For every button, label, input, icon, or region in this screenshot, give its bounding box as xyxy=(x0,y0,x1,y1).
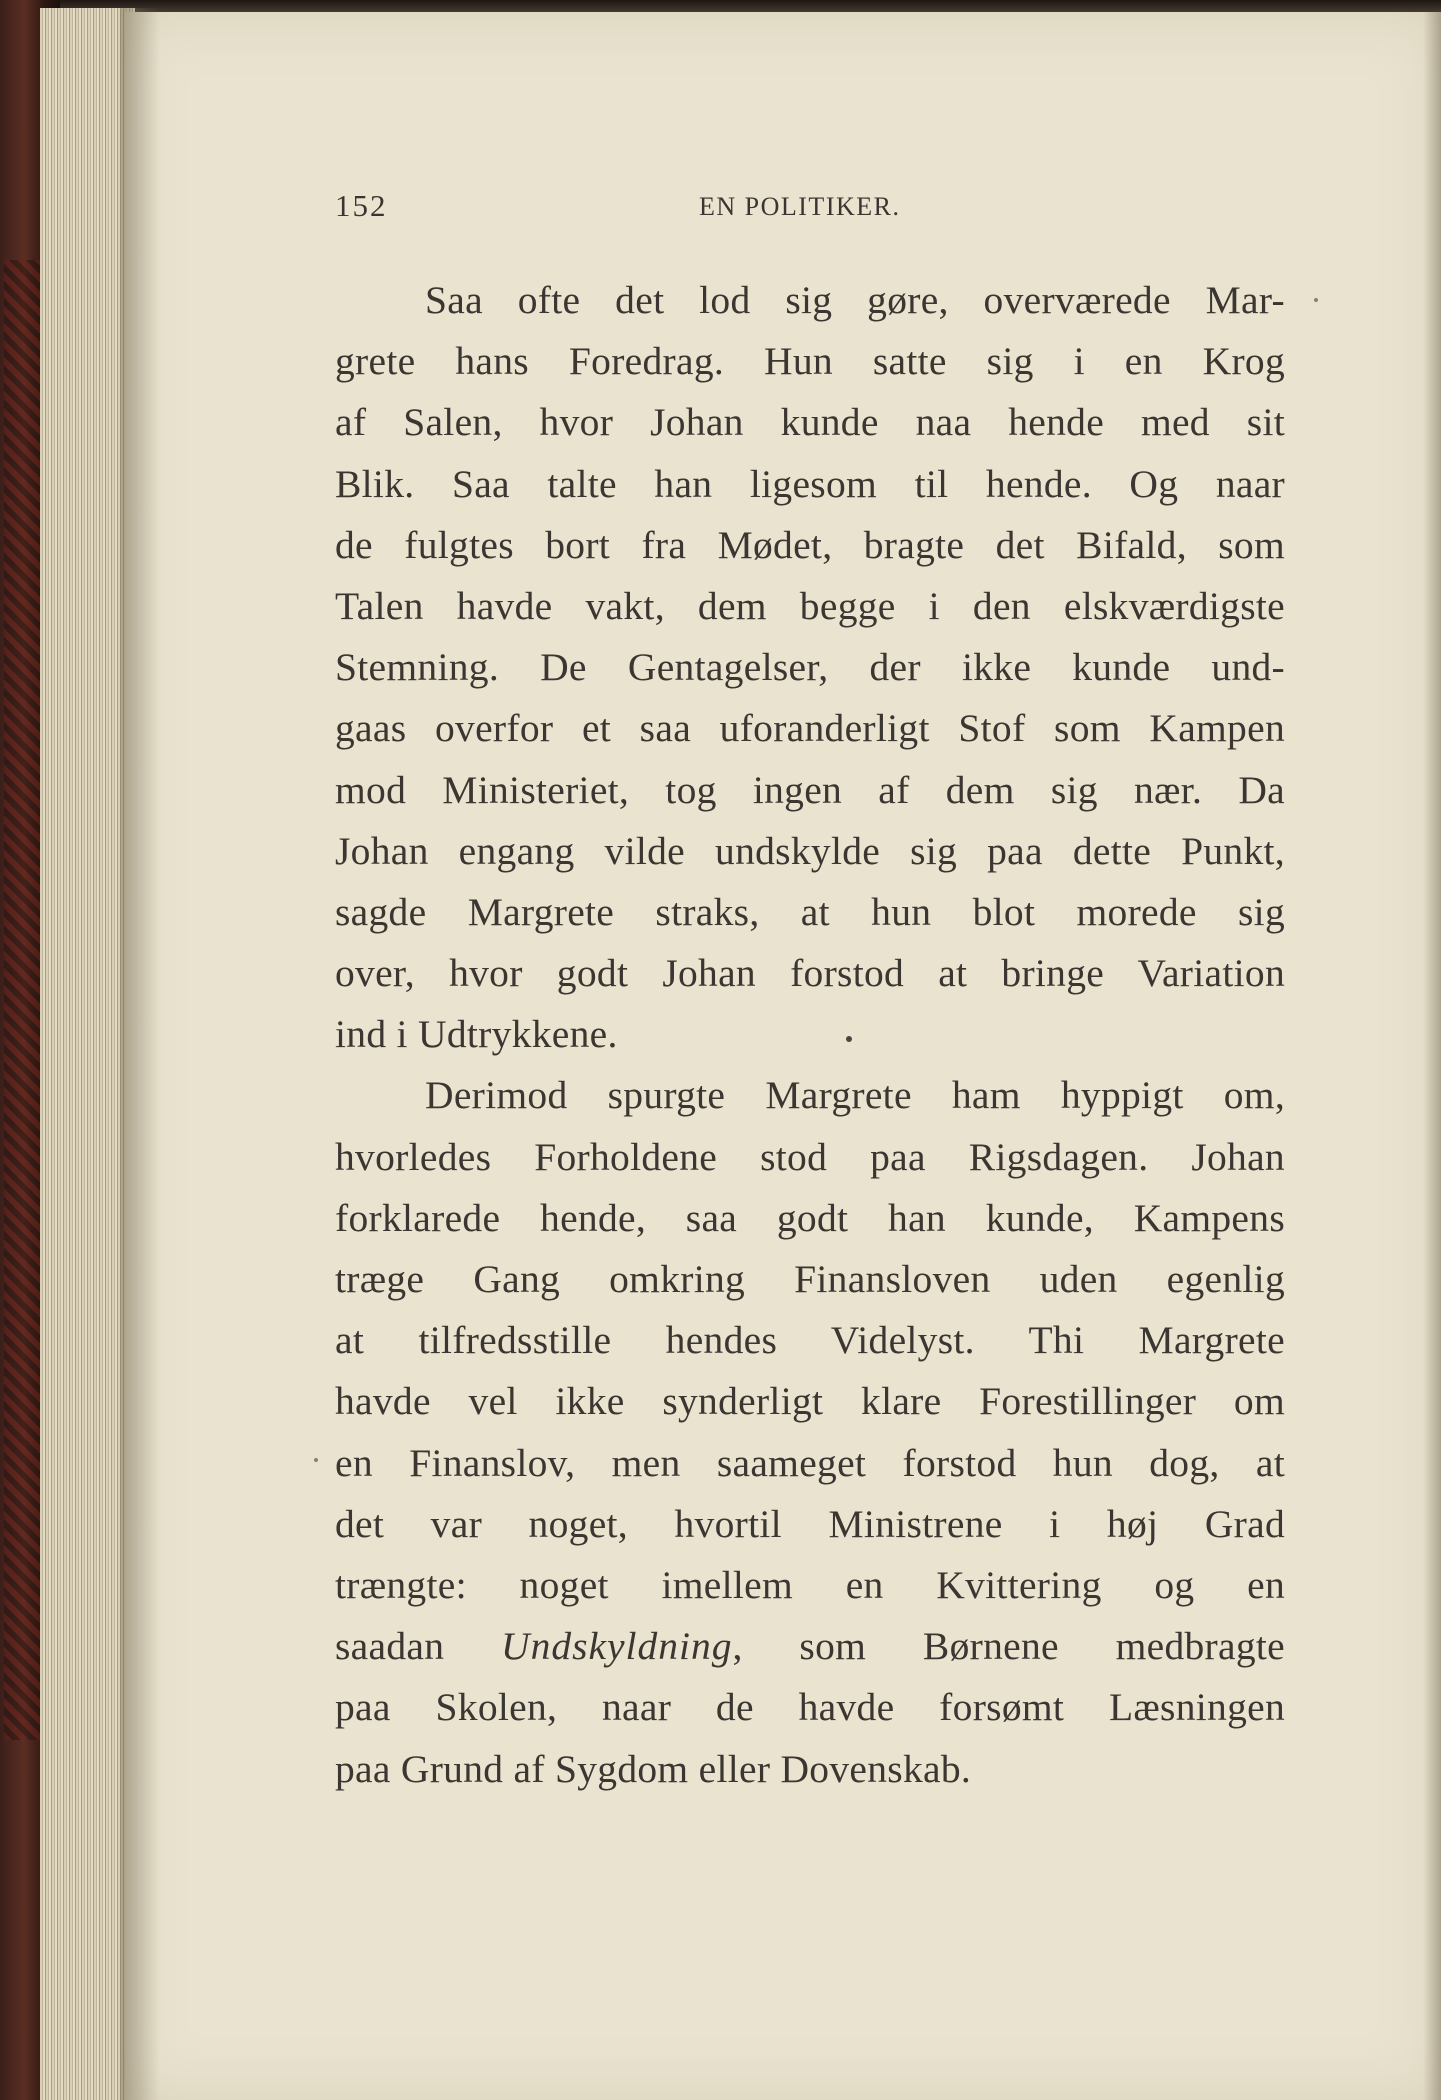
italic-word: Undskyldning xyxy=(501,1624,733,1669)
ink-speck xyxy=(314,1458,318,1462)
body-text xyxy=(335,270,1285,1800)
paragraph-2 xyxy=(335,1065,1285,1799)
text-line: træge Gang omkring Finansloven uden egenlig xyxy=(335,1257,1285,1301)
line-text-after: , som Børnene medbragte xyxy=(732,1624,1285,1669)
text-line: Stemning. De Gentagelser, der ikke kunde und- xyxy=(335,645,1285,690)
running-title: EN POLITIKER. xyxy=(699,192,901,221)
text-line-with-emphasis xyxy=(335,1616,1285,1677)
text-line: sagde Margrete straks, at hun blot morede sig xyxy=(335,889,1285,934)
text-line: paa Grund af Sygdom eller Dovenskab. xyxy=(335,1746,972,1791)
paragraph-1 xyxy=(335,270,1285,1065)
text-line: at tilfredsstille hendes Videlyst. Thi Margrete xyxy=(335,1318,1285,1363)
text-line: af Salen, hvor Johan kunde naa hende med sit xyxy=(335,400,1285,445)
text-line: Saa ofte det lod sig gøre, overværede Mar- xyxy=(425,278,1285,322)
text-line: ind i Udtrykkene. xyxy=(335,1012,618,1057)
text-line: Blik. Saa talte han ligesom til hende. Og naar xyxy=(335,461,1285,506)
ink-speck xyxy=(846,1036,852,1042)
ink-speck xyxy=(1314,298,1318,302)
text-line: grete hans Foredrag. Hun satte sig i en Krog xyxy=(335,339,1285,384)
page-header xyxy=(335,188,1285,228)
text-line: Johan engang vilde undskylde sig paa dette Punkt, xyxy=(335,828,1285,873)
text-line: Derimod spurgte Margrete ham hyppigt om, xyxy=(425,1073,1285,1118)
text-line: forklarede hende, saa godt han kunde, Kampens xyxy=(335,1195,1285,1240)
text-line: mod Ministeriet, tog ingen af dem sig nær. Da xyxy=(335,767,1285,812)
page-number: 152 xyxy=(335,188,388,223)
text-line: Talen havde vakt, dem begge i den elskværdigste xyxy=(335,583,1285,628)
text-line: havde vel ikke synderligt klare Forestillinger om xyxy=(335,1379,1285,1424)
page-right-shadow xyxy=(1423,12,1441,2100)
text-line: hvorledes Forholdene stod paa Rigsdagen. Johan xyxy=(335,1134,1285,1179)
text-line: de fulgtes bort fra Mødet, bragte det Bifald, som xyxy=(335,522,1285,567)
text-line: gaas overfor et saa uforanderligt Stof som Kampen xyxy=(335,706,1285,751)
gutter-shadow xyxy=(120,8,160,2100)
text-line: trængte: noget imellem en Kvittering og en xyxy=(335,1562,1285,1607)
text-line: det var noget, hvortil Ministrene i høj Grad xyxy=(335,1501,1285,1546)
text-line: en Finanslov, men saameget forstod hun dog, at xyxy=(335,1440,1285,1485)
text-line: over, hvor godt Johan forstod at bringe Variation xyxy=(335,951,1285,996)
text-line: paa Skolen, naar de havde forsømt Læsningen xyxy=(335,1685,1285,1730)
line-text-before: saadan xyxy=(335,1624,502,1669)
